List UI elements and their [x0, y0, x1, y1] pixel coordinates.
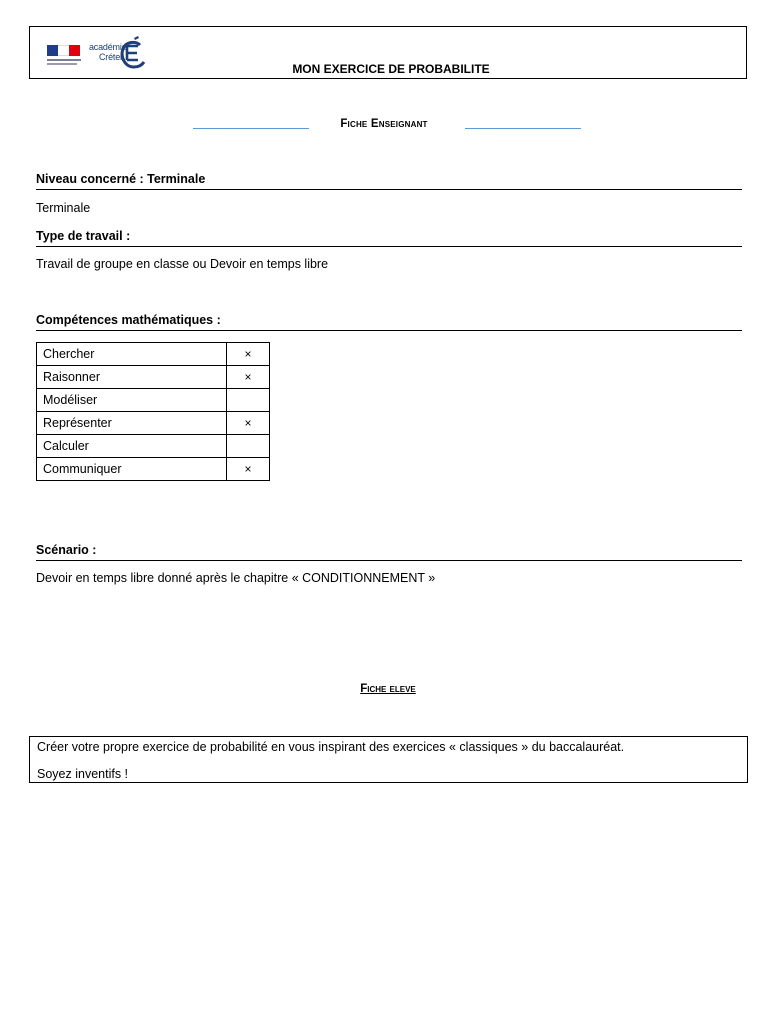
niveau-value: Terminale: [36, 201, 91, 215]
competence-name: Raisonner: [37, 366, 227, 389]
logo-line-1: académie: [89, 42, 127, 52]
fiche-eleve-heading: Fiche eleve: [360, 683, 416, 695]
page-title: MON EXERCICE DE PROBABILITE: [292, 62, 490, 76]
fiche-eleve-box: [29, 736, 748, 783]
niveau-heading: Niveau concerné : Terminale: [36, 172, 742, 190]
competence-mark: ×: [227, 412, 270, 435]
competence-name: Modéliser: [37, 389, 227, 412]
competence-mark: ×: [227, 366, 270, 389]
competence-name: Calculer: [37, 435, 227, 458]
competence-mark: ×: [227, 343, 270, 366]
logo-caption-line: [47, 59, 81, 61]
table-row: [37, 366, 270, 389]
table-row: [37, 435, 270, 458]
decorative-rule-right: [465, 128, 581, 129]
table-row: [37, 412, 270, 435]
consigne-line-2: Soyez inventifs !: [37, 767, 129, 781]
competence-name: Communiquer: [37, 458, 227, 481]
consigne-line-1: Créer votre propre exercice de probabilité en vous inspirant des exercices « classiques » du baccalauréat.: [37, 740, 625, 754]
competence-mark: ×: [227, 458, 270, 481]
fiche-enseignant-heading: Fiche Enseignant: [340, 118, 428, 130]
competence-mark: [227, 435, 270, 458]
table-row: [37, 458, 270, 481]
scenario-heading: Scénario :: [36, 543, 742, 561]
type-travail-value: Travail de groupe en classe ou Devoir en temps libre: [36, 257, 329, 271]
table-row: [37, 343, 270, 366]
french-flag-icon: [47, 45, 80, 56]
competence-name: Représenter: [37, 412, 227, 435]
competences-heading: Compétences mathématiques :: [36, 313, 742, 331]
competences-table: [36, 342, 270, 481]
competence-name: Chercher: [37, 343, 227, 366]
logo-line-2: Créteil: [99, 52, 124, 62]
competence-mark: [227, 389, 270, 412]
type-travail-heading: Type de travail :: [36, 229, 742, 247]
scenario-value: Devoir en temps libre donné après le chapitre « CONDITIONNEMENT »: [36, 571, 436, 585]
header-box: [29, 26, 747, 79]
table-row: [37, 389, 270, 412]
